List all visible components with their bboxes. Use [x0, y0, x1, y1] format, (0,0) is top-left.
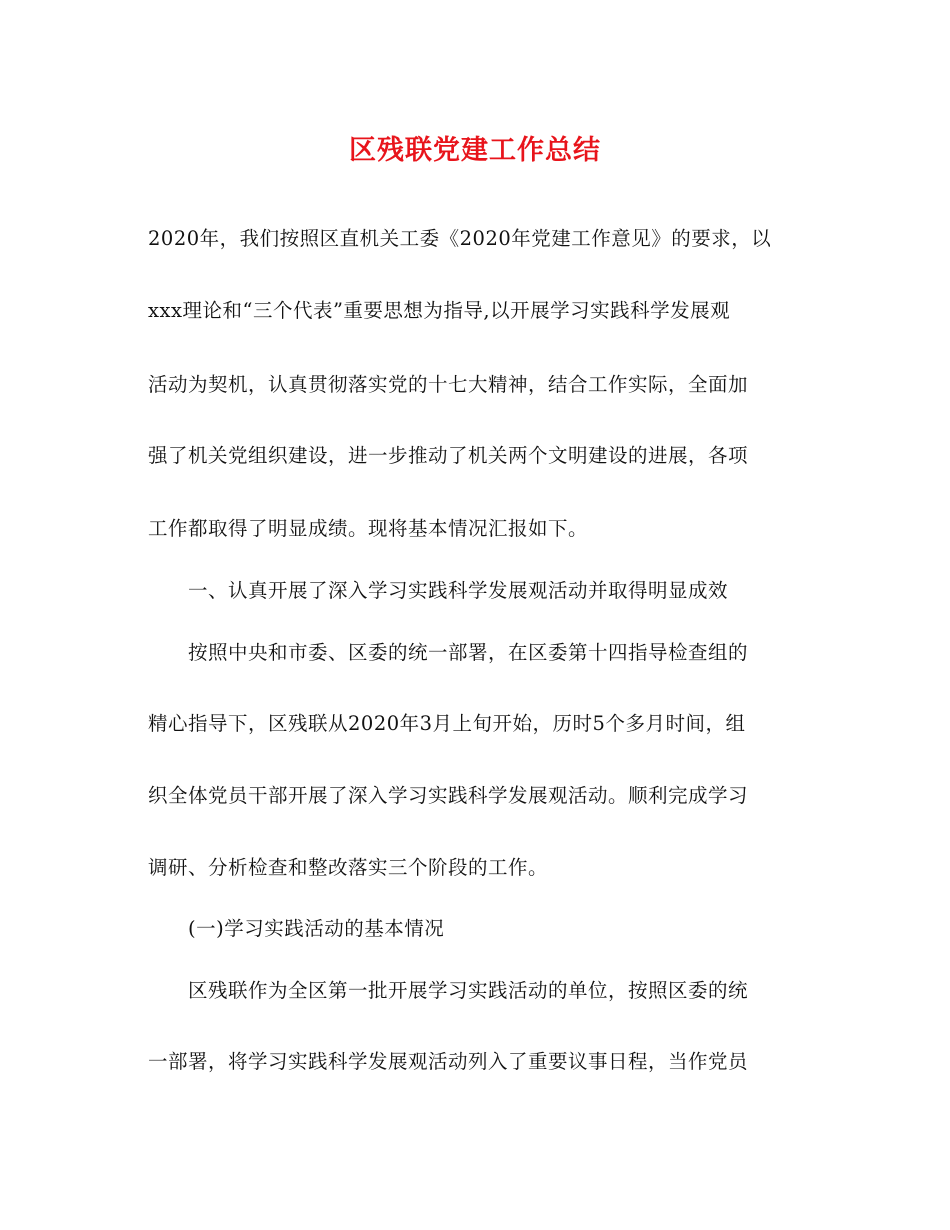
paragraph-line: 活动为契机，认真贯彻落实党的十七大精神，结合工作实际，全面加 [148, 373, 749, 396]
section-heading: 一、认真开展了深入学习实践科学发展观活动并取得明显成效 [188, 579, 729, 602]
paragraph-line: 2020年，我们按照区直机关工委《2020年党建工作意见》的要求，以 [148, 227, 772, 250]
document-title: 区残联党建工作总结 [349, 135, 601, 166]
paragraph-line: xxx理论和“三个代表”重要思想为指导,以开展学习实践科学发展观 [148, 299, 731, 322]
paragraph-line: 工作都取得了明显成绩。现将基本情况汇报如下。 [148, 517, 589, 540]
paragraph-line: 强了机关党组织建设，进一步推动了机关两个文明建设的进展，各项 [148, 444, 749, 467]
paragraph-line: 调研、分析检查和整改落实三个阶段的工作。 [148, 856, 549, 879]
paragraph-line: 精心指导下，区残联从2020年3月上旬开始，历时5个多月时间，组 [148, 712, 746, 735]
subsection-heading: (一)学习实践活动的基本情况 [188, 917, 445, 940]
paragraph-line: 一部署，将学习实践科学发展观活动列入了重要议事日程，当作党员 [148, 1050, 749, 1073]
paragraph-line: 区残联作为全区第一批开展学习实践活动的单位，按照区委的统 [188, 979, 749, 1002]
paragraph-line: 织全体党员干部开展了深入学习实践科学发展观活动。顺利完成学习 [148, 784, 749, 807]
paragraph-line: 按照中央和市委、区委的统一部署，在区委第十四指导检查组的 [188, 641, 749, 664]
